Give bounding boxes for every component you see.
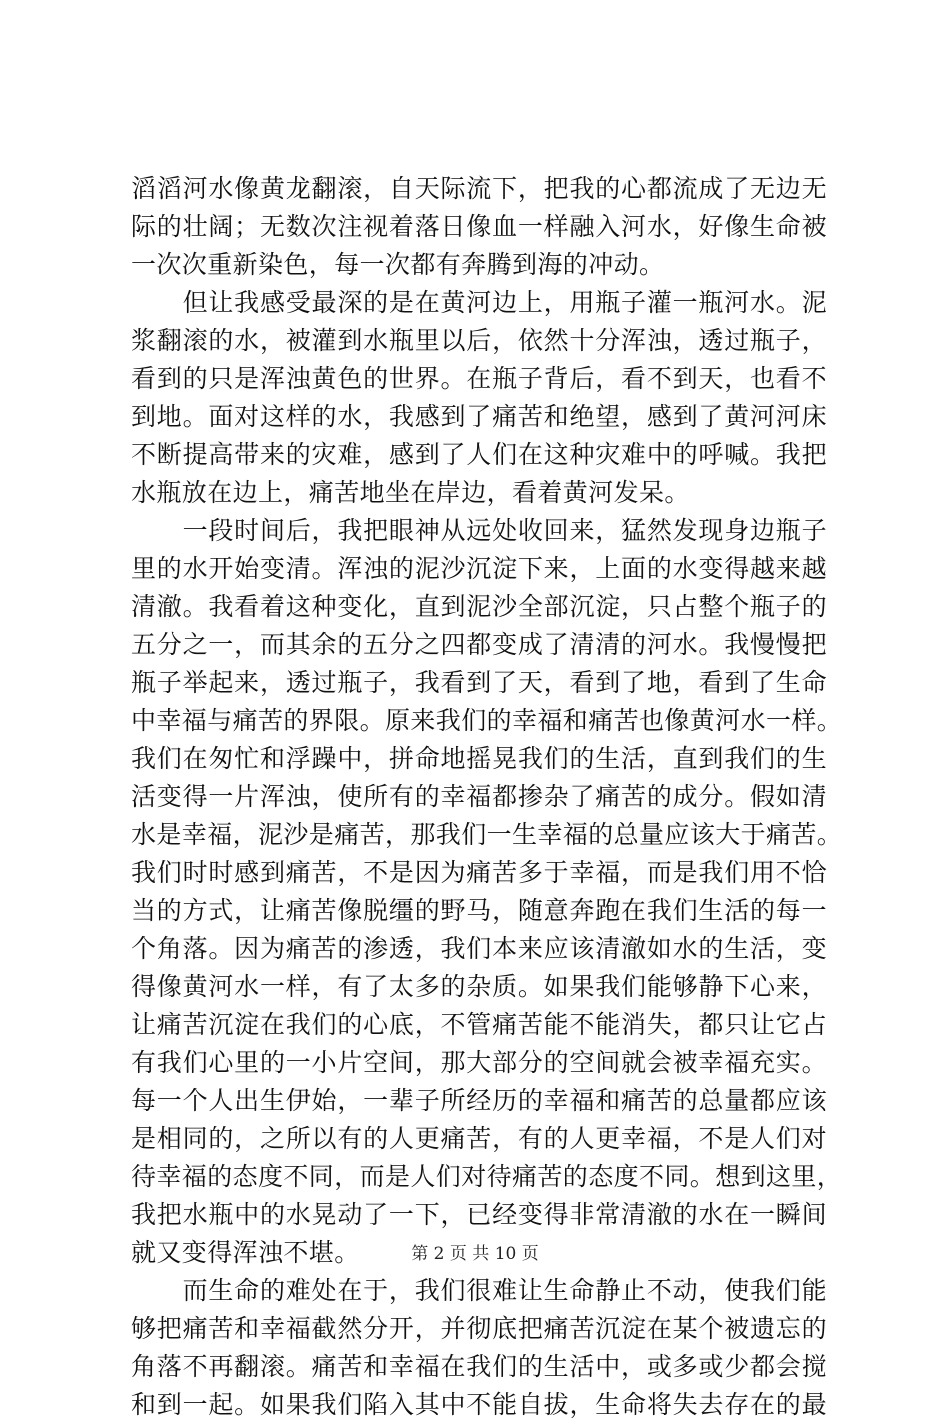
text-line: 中幸福与痛苦的界限。原来我们的幸福和痛苦也像黄河水一样。 xyxy=(131,706,843,735)
text-line: 不断提高带来的灾难，感到了人们在这种灾难中的呼喊。我把 xyxy=(131,440,827,469)
text-line: 活变得一片浑浊，使所有的幸福都掺杂了痛苦的成分。假如清 xyxy=(131,782,827,811)
text-line: 得像黄河水一样，有了太多的杂质。如果我们能够静下心来， xyxy=(131,972,827,1001)
text-line: 际的壮阔；无数次注视着落日像血一样融入河水，好像生命被 xyxy=(131,212,827,241)
text-line: 和到一起。如果我们陷入其中不能自拔，生命将失去存在的最 xyxy=(131,1390,827,1419)
text-line: 但让我感受最深的是在黄河边上，用瓶子灌一瓶河水。泥 xyxy=(131,288,827,317)
text-line: 当的方式，让痛苦像脱缰的野马，随意奔跑在我们生活的每一 xyxy=(131,896,827,925)
text-line: 角落不再翻滚。痛苦和幸福在我们的生活中，或多或少都会搅 xyxy=(131,1352,827,1381)
text-line: 一次次重新染色，每一次都有奔腾到海的冲动。 xyxy=(131,250,665,279)
text-line: 待幸福的态度不同，而是人们对待痛苦的态度不同。想到这里， xyxy=(131,1162,843,1191)
text-line: 水瓶放在边上，痛苦地坐在岸边，看着黄河发呆。 xyxy=(131,478,690,507)
body-text xyxy=(131,170,843,1424)
text-line: 浆翻滚的水，被灌到水瓶里以后，依然十分浑浊，透过瓶子， xyxy=(131,326,827,355)
text-line: 到地。面对这样的水，我感到了痛苦和绝望，感到了黄河河床 xyxy=(131,402,827,431)
text-line: 我们时时感到痛苦，不是因为痛苦多于幸福，而是我们用不恰 xyxy=(131,858,827,887)
text-line: 滔滔河水像黄龙翻滚，自天际流下，把我的心都流成了无边无 xyxy=(131,174,827,203)
text-line: 水是幸福，泥沙是痛苦，那我们一生幸福的总量应该大于痛苦。 xyxy=(131,820,843,849)
page-footer: 第 2 页 共 10 页 xyxy=(411,1244,539,1264)
text-line: 够把痛苦和幸福截然分开，并彻底把痛苦沉淀在某个被遗忘的 xyxy=(131,1314,827,1343)
text-line: 我们在匆忙和浮躁中，拼命地摇晃我们的生活，直到我们的生 xyxy=(131,744,827,773)
text-line: 有我们心里的一小片空间，那大部分的空间就会被幸福充实。 xyxy=(131,1048,827,1077)
text-line: 每一个人出生伊始，一辈子所经历的幸福和痛苦的总量都应该 xyxy=(131,1086,827,1115)
text-line: 一段时间后，我把眼神从远处收回来，猛然发现身边瓶子 xyxy=(131,516,827,545)
text-line: 看到的只是浑浊黄色的世界。在瓶子背后，看不到天，也看不 xyxy=(131,364,827,393)
text-line: 而生命的难处在于，我们很难让生命静止不动，使我们能 xyxy=(131,1276,827,1305)
text-line: 个角落。因为痛苦的渗透，我们本来应该清澈如水的生活，变 xyxy=(131,934,827,963)
text-line: 瓶子举起来，透过瓶子，我看到了天，看到了地，看到了生命 xyxy=(131,668,827,697)
text-line: 五分之一，而其余的五分之四都变成了清清的河水。我慢慢把 xyxy=(131,630,827,659)
text-line: 清澈。我看着这种变化，直到泥沙全部沉淀，只占整个瓶子的 xyxy=(131,592,827,621)
text-line: 我把水瓶中的水晃动了一下，已经变得非常清澈的水在一瞬间 xyxy=(131,1200,827,1229)
text-line: 就又变得浑浊不堪。 xyxy=(131,1238,360,1267)
text-line: 是相同的，之所以有的人更痛苦，有的人更幸福，不是人们对 xyxy=(131,1124,827,1153)
text-line: 里的水开始变清。浑浊的泥沙沉淀下来，上面的水变得越来越 xyxy=(131,554,827,583)
text-line: 让痛苦沉淀在我们的心底，不管痛苦能不能消失，都只让它占 xyxy=(131,1010,827,1039)
